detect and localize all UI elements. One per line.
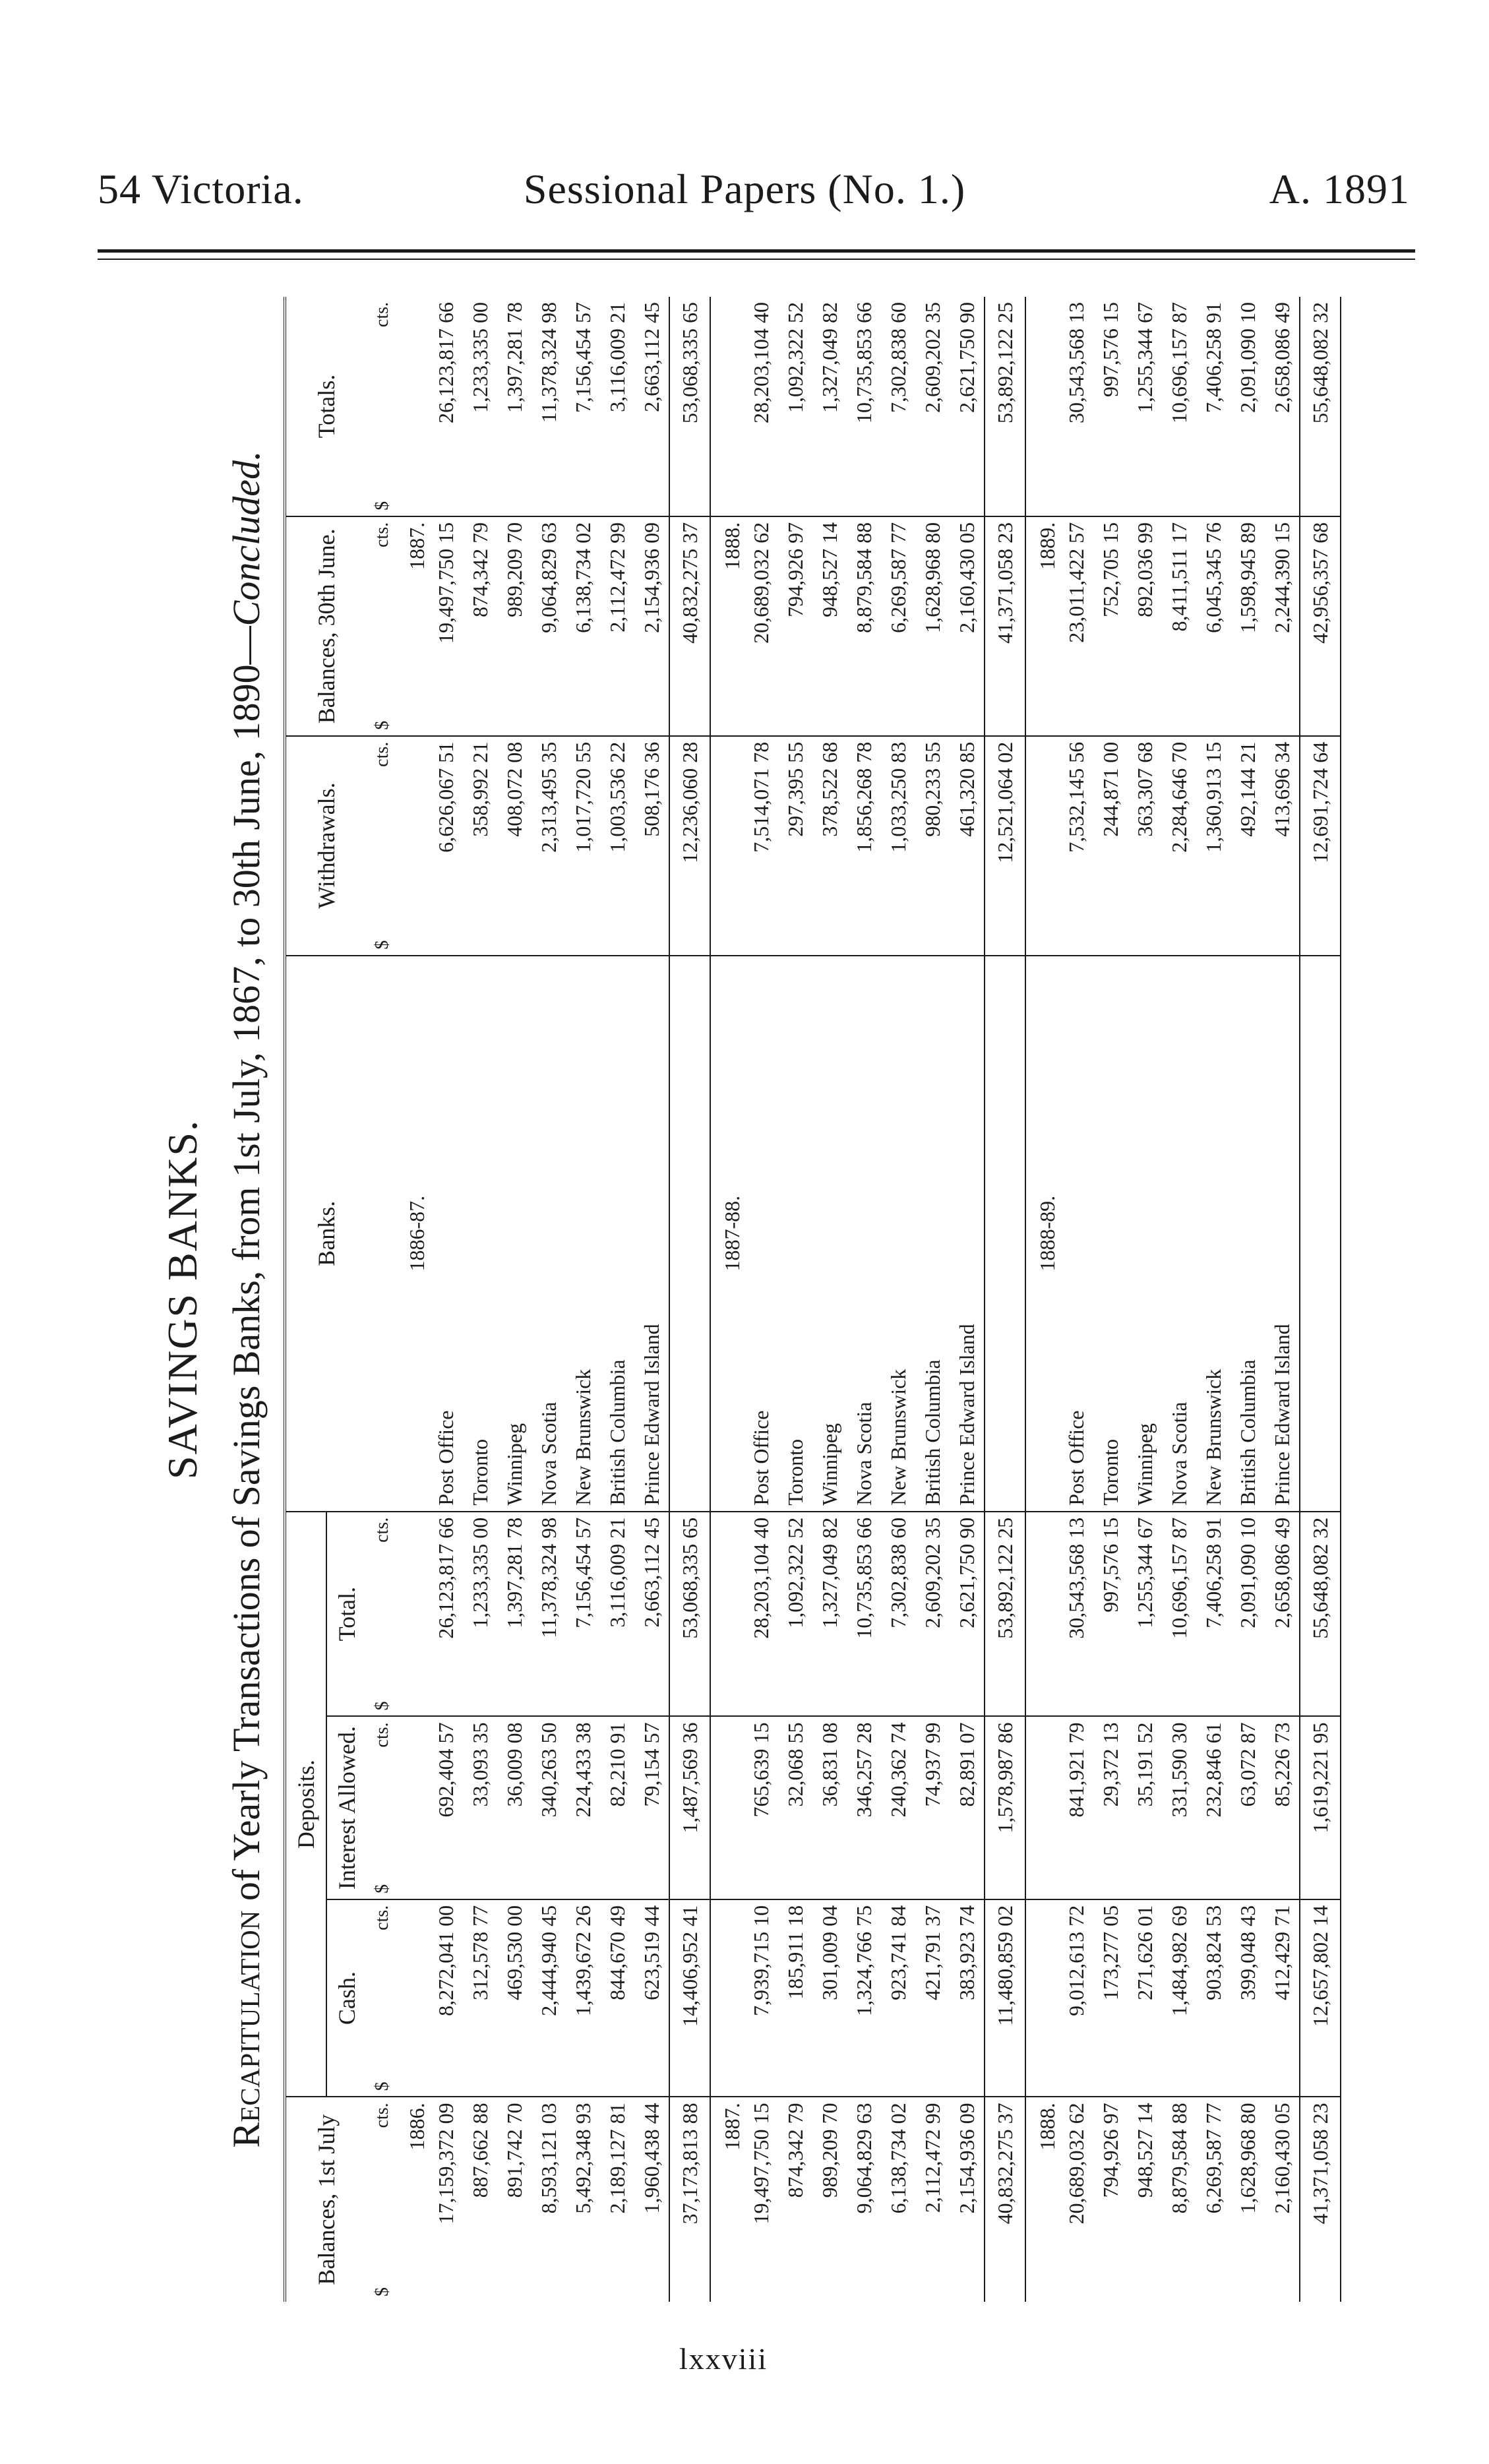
cents-label: cts. [372, 1517, 392, 1543]
table-cell: 20,689,032 62 [1064, 2103, 1088, 2225]
bank-name: Winnipeg [1128, 956, 1162, 1512]
table-cell: 903,824 53 [1196, 1899, 1231, 2097]
empty-cell [710, 297, 744, 516]
table-cell: 2,112,472 99 [921, 2103, 944, 2213]
empty-cell [1025, 736, 1059, 956]
bank-name: Nova Scotia [532, 956, 566, 1512]
bank-name: British Columbia [915, 956, 950, 1512]
table-cell: 2,663,112 45 [634, 297, 669, 516]
table-row [1128, 297, 1162, 2302]
table-cell: 887,662 88 [468, 2103, 492, 2198]
table-cell: 1,327,049 82 [812, 1512, 847, 1717]
table-cell: 10,735,853 66 [847, 297, 881, 516]
table-cell: 6,269,587 77 [1201, 2103, 1225, 2214]
empty-cell [1025, 297, 1059, 516]
open-year: 1886. [405, 2103, 429, 2151]
bank-name: Post Office [744, 956, 778, 1512]
table-cell: 82,891 07 [950, 1716, 985, 1899]
table-row [744, 297, 778, 2302]
table-cell: 29,372 13 [1093, 1716, 1128, 1899]
subtitle-prefix: Recapitulation [225, 1910, 268, 2148]
col-banks: Banks. [285, 956, 367, 1512]
table-cell: 1,439,672 26 [566, 1899, 600, 2097]
table-cell: 358,992 21 [463, 736, 497, 956]
table-cell: 26,123,817 66 [429, 297, 463, 516]
header-left: 54 Victoria. [98, 166, 304, 212]
table-cell: 33,093 35 [463, 1716, 497, 1899]
total-cell: 40,832,275 37 [985, 2097, 1025, 2302]
table-cell: 301,009 04 [812, 1899, 847, 2097]
table-cell: 28,203,104 40 [744, 1512, 778, 1717]
table-cell: 2,658,086 49 [1265, 1512, 1300, 1717]
table-cell: 1,092,322 52 [778, 1512, 812, 1717]
table-cell: 6,045,345 76 [1196, 516, 1231, 736]
table-cell: 1,360,913 15 [1196, 736, 1231, 956]
close-year: 1887. [396, 516, 429, 736]
unit-cell-banks [367, 956, 396, 1512]
table-cell: 948,527 14 [812, 516, 847, 736]
table-cell: 1,255,344 67 [1128, 1512, 1162, 1717]
total-cell: 42,956,357 68 [1300, 516, 1341, 736]
table-cell: 82,210 91 [600, 1716, 634, 1899]
empty-cell [1300, 956, 1341, 1512]
bank-name: British Columbia [600, 956, 634, 1512]
table-cell: 989,209 70 [818, 2103, 841, 2198]
table-cell: 1,017,720 55 [566, 736, 600, 956]
table-cell: 1,092,322 52 [778, 297, 812, 516]
table-cell: 8,593,121 03 [537, 2103, 561, 2214]
table-row [634, 297, 669, 2302]
total-cell: 1,578,987 86 [985, 1716, 1025, 1899]
table-row [1093, 297, 1128, 2302]
table-cell: 891,742 70 [502, 2103, 526, 2198]
table-cell: 623,519 44 [634, 1899, 669, 2097]
table-cell: 5,492,348 93 [571, 2103, 595, 2214]
table-cell: 173,277 05 [1093, 1899, 1128, 2097]
table-cell: 1,598,945 89 [1231, 516, 1265, 736]
col-cash: Cash. [326, 1899, 367, 2097]
table-cell: 2,189,127 81 [605, 2103, 629, 2214]
total-cell: 53,892,122 25 [985, 1512, 1025, 1717]
table-row [1162, 297, 1196, 2302]
bank-name: Prince Edward Island [1265, 956, 1300, 1512]
total-cell: 1,487,569 36 [669, 1716, 710, 1899]
table-cell: 1,324,766 75 [847, 1899, 881, 2097]
table-row [812, 297, 847, 2302]
table-cell: 461,320 85 [950, 736, 985, 956]
table-cell: 2,444,940 45 [532, 1899, 566, 2097]
table-cell: 841,921 79 [1059, 1716, 1093, 1899]
bank-name: Winnipeg [497, 956, 532, 1512]
table-cell: 6,138,734 02 [566, 516, 600, 736]
table-cell: 7,406,258 91 [1196, 1512, 1231, 1717]
table-cell: 7,156,454 57 [566, 1512, 600, 1717]
table-cell: 331,590 30 [1162, 1716, 1196, 1899]
subtitle-suffix: Concluded. [225, 450, 268, 627]
table-cell: 2,609,202 35 [915, 297, 950, 516]
table-cell: 1,960,438 44 [640, 2103, 663, 2214]
table-row [566, 297, 600, 2302]
total-row [985, 297, 1025, 2302]
table-cell: 874,342 79 [463, 516, 497, 736]
table-cell: 1,233,335 00 [463, 1512, 497, 1717]
total-cell: 12,236,060 28 [669, 736, 710, 956]
empty-cell [669, 956, 710, 1512]
table-cell: 752,705 15 [1093, 516, 1128, 736]
cents-label: cts. [372, 1722, 392, 1748]
empty-cell [710, 1899, 744, 2097]
empty-cell [396, 1716, 429, 1899]
unit-cell [367, 297, 396, 516]
table-body [396, 297, 1341, 2302]
table-cell: 8,879,584 88 [1167, 2103, 1191, 2214]
table-cell: 408,072 08 [497, 736, 532, 956]
table-row [778, 297, 812, 2302]
open-year: 1888. [1035, 2103, 1059, 2151]
dollar-sign: $ [372, 501, 392, 510]
total-cell: 12,521,064 02 [985, 736, 1025, 956]
table-cell: 2,658,086 49 [1265, 297, 1300, 516]
table-cell: 297,395 55 [778, 736, 812, 956]
table-cell: 2,112,472 99 [600, 516, 634, 736]
table-cell: 32,068 55 [778, 1716, 812, 1899]
table-cell: 36,009 08 [497, 1716, 532, 1899]
table-cell: 8,272,041 00 [429, 1899, 463, 2097]
table-cell: 765,639 15 [744, 1716, 778, 1899]
dollar-sign: $ [372, 2081, 392, 2091]
period-label: 1888-89. [1025, 956, 1059, 1512]
table-cell: 8,411,511 17 [1162, 516, 1196, 736]
table-row [881, 297, 915, 2302]
year-row [1025, 297, 1059, 2302]
table-cell: 9,012,613 72 [1059, 1899, 1093, 2097]
bank-name: New Brunswick [566, 956, 600, 1512]
total-cell: 12,691,724 64 [1300, 736, 1341, 956]
unit-cell [367, 1512, 396, 1717]
table-cell: 794,926 97 [778, 516, 812, 736]
table-row [950, 297, 985, 2302]
table-subtitle [224, 297, 268, 2302]
total-cell: 1,619,221 95 [1300, 1716, 1341, 1899]
bank-name: Nova Scotia [847, 956, 881, 1512]
empty-cell [396, 1512, 429, 1717]
bank-name: Toronto [1093, 956, 1128, 1512]
table-cell: 2,313,495 35 [532, 736, 566, 956]
dollar-sign: $ [372, 720, 392, 730]
total-row [1300, 297, 1341, 2302]
table-cell: 19,497,750 15 [429, 516, 463, 736]
table-cell: 271,626 01 [1128, 1899, 1162, 2097]
table-cell: 10,696,157 87 [1162, 1512, 1196, 1717]
table-cell: 2,284,646 70 [1162, 736, 1196, 956]
col-withdrawals: Withdrawals. [285, 736, 367, 956]
table-cell: 1,003,536 22 [600, 736, 634, 956]
cents-label: cts. [372, 741, 392, 767]
table-cell: 7,302,838 60 [881, 297, 915, 516]
table-cell: 1,255,344 67 [1128, 297, 1162, 516]
table-cell: 30,543,568 13 [1059, 1512, 1093, 1717]
bank-name: Post Office [429, 956, 463, 1512]
table-cell: 1,484,982 69 [1162, 1899, 1196, 2097]
empty-cell [710, 1716, 744, 1899]
table-row [600, 297, 634, 2302]
bank-name: British Columbia [1231, 956, 1265, 1512]
table-cell: 35,191 52 [1128, 1716, 1162, 1899]
header-right: A. 1891 [1269, 166, 1410, 212]
bank-name: Toronto [463, 956, 497, 1512]
table-cell: 997,576 15 [1093, 297, 1128, 516]
table-cell: 980,233 55 [915, 736, 950, 956]
table-cell: 492,144 21 [1231, 736, 1265, 956]
table-cell: 378,522 68 [812, 736, 847, 956]
unit-cell [367, 516, 396, 736]
open-year: 1887. [720, 2103, 744, 2151]
cents-label: cts. [372, 2103, 392, 2128]
empty-cell [1025, 1899, 1059, 2097]
table-cell: 224,433 38 [566, 1716, 600, 1899]
table-cell: 6,269,587 77 [881, 516, 915, 736]
total-cell: 53,068,335 65 [669, 1512, 710, 1717]
close-year: 1888. [710, 516, 744, 736]
total-cell: 12,657,802 14 [1300, 1899, 1341, 2097]
table-cell: 346,257 28 [847, 1716, 881, 1899]
table-cell: 2,160,430 05 [1270, 2103, 1294, 2214]
table-cell: 1,327,049 82 [812, 297, 847, 516]
dollar-sign: $ [372, 940, 392, 950]
table-cell: 1,628,968 80 [915, 516, 950, 736]
table-cell: 20,689,032 62 [744, 516, 778, 736]
total-cell: 37,173,813 88 [669, 2097, 710, 2302]
table-cell: 6,138,734 02 [886, 2103, 910, 2214]
unit-cell [367, 2097, 396, 2302]
table-cell: 240,362 74 [881, 1716, 915, 1899]
unit-cell [367, 736, 396, 956]
page-number: lxxviii [679, 2342, 768, 2376]
total-cell: 41,371,058 23 [1300, 2097, 1341, 2302]
empty-cell [710, 1512, 744, 1717]
table-cell: 19,497,750 15 [749, 2103, 773, 2225]
table-cell: 794,926 97 [1099, 2103, 1122, 2198]
unit-cell [367, 1899, 396, 2097]
table-cell: 421,791 37 [915, 1899, 950, 2097]
table-cell: 10,696,157 87 [1162, 297, 1196, 516]
table-cell: 383,923 74 [950, 1899, 985, 2097]
total-cell: 41,371,058 23 [985, 516, 1025, 736]
close-year: 1889. [1025, 516, 1059, 736]
table-cell: 2,621,750 90 [950, 1512, 985, 1717]
total-cell: 40,832,275 37 [669, 516, 710, 736]
period-label: 1887-88. [710, 956, 744, 1512]
total-cell: 11,480,859 02 [985, 1899, 1025, 2097]
table-cell: 469,530 00 [497, 1899, 532, 2097]
table-cell: 874,342 79 [783, 2103, 807, 2198]
table-cell: 2,621,750 90 [950, 297, 985, 516]
table-cell: 2,663,112 45 [634, 1512, 669, 1717]
table-cell: 17,159,372 09 [434, 2103, 458, 2225]
total-cell: 53,892,122 25 [985, 297, 1025, 516]
cents-label: cts. [372, 1905, 392, 1930]
table-cell: 413,696 34 [1265, 736, 1300, 956]
empty-cell [396, 736, 429, 956]
table-cell: 7,302,838 60 [881, 1512, 915, 1717]
table-cell: 9,064,829 63 [852, 2103, 876, 2214]
empty-cell [1025, 1716, 1059, 1899]
bank-name: Winnipeg [812, 956, 847, 1512]
table-cell: 3,116,009 21 [600, 297, 634, 516]
table-cell: 23,011,422 57 [1059, 516, 1093, 736]
table-cell: 6,626,067 51 [429, 736, 463, 956]
table-row [497, 297, 532, 2302]
col-deposits: Deposits. [285, 1512, 326, 2097]
dollar-sign: $ [372, 1884, 392, 1894]
table-row [1265, 297, 1300, 2302]
header-rule-thin [98, 259, 1415, 260]
unit-cell [367, 1716, 396, 1899]
table-cell: 948,527 14 [1133, 2103, 1157, 2198]
table-cell: 63,072 87 [1231, 1716, 1265, 1899]
bank-name: Nova Scotia [1162, 956, 1196, 1512]
table-row [429, 297, 463, 2302]
table-cell: 340,263 50 [532, 1716, 566, 1899]
table-cell: 412,429 71 [1265, 1899, 1300, 2097]
table-cell: 1,397,281 78 [497, 1512, 532, 1717]
cents-label: cts. [372, 522, 392, 547]
table-cell: 185,911 18 [778, 1899, 812, 2097]
table-cell: 28,203,104 40 [744, 297, 778, 516]
table-cell: 312,578 77 [463, 1899, 497, 2097]
table-main-title: SAVINGS BANKS. [159, 1119, 206, 1480]
table-row [1231, 297, 1265, 2302]
subtitle-middle: of Yearly Transactions of Savings Banks, from 1st July, 1867, to 30th June, 1890— [225, 626, 268, 1911]
table-cell: 1,033,250 83 [881, 736, 915, 956]
total-row [669, 297, 710, 2302]
table-cell: 7,156,454 57 [566, 297, 600, 516]
table-cell: 1,628,968 80 [1236, 2103, 1260, 2214]
table-row [463, 297, 497, 2302]
table-cell: 2,160,430 05 [950, 516, 985, 736]
table-cell: 36,831 08 [812, 1716, 847, 1899]
table-cell: 7,939,715 10 [744, 1899, 778, 2097]
table-cell: 3,116,009 21 [600, 1512, 634, 1717]
empty-cell [985, 956, 1025, 1512]
table-cell: 508,176 36 [634, 736, 669, 956]
table-cell: 1,397,281 78 [497, 297, 532, 516]
table-row [532, 297, 566, 2302]
header-rule [98, 249, 1415, 253]
period-label: 1886-87. [396, 956, 429, 1512]
table-cell: 1,856,268 78 [847, 736, 881, 956]
table-cell: 7,406,258 91 [1196, 297, 1231, 516]
total-cell: 53,068,335 65 [669, 297, 710, 516]
table-cell: 85,226 73 [1265, 1716, 1300, 1899]
dollar-sign: $ [372, 2287, 392, 2296]
table-cell: 2,091,090 10 [1231, 1512, 1265, 1717]
table-cell: 26,123,817 66 [429, 1512, 463, 1717]
table-cell: 923,741 84 [881, 1899, 915, 2097]
total-cell: 14,406,952 41 [669, 1899, 710, 2097]
empty-cell [396, 297, 429, 516]
table-cell: 10,735,853 66 [847, 1512, 881, 1717]
table-cell: 892,036 99 [1128, 516, 1162, 736]
table-cell: 244,871 00 [1093, 736, 1128, 956]
year-row [710, 297, 744, 2302]
bank-name: Prince Edward Island [950, 956, 985, 1512]
table-cell: 79,154 57 [634, 1716, 669, 1899]
table-cell: 363,307 68 [1128, 736, 1162, 956]
table-cell: 11,378,324 98 [532, 1512, 566, 1717]
empty-cell [396, 1899, 429, 2097]
bank-name: Toronto [778, 956, 812, 1512]
table-cell: 997,576 15 [1093, 1512, 1128, 1717]
year-row [396, 297, 429, 2302]
col-interest-allowed: Interest Allowed. [326, 1716, 367, 1899]
empty-cell [710, 736, 744, 956]
unit-row [367, 297, 396, 2302]
col-balances-30th-june: Balances, 30th June. [285, 516, 367, 736]
table-cell: 9,064,829 63 [532, 516, 566, 736]
col-total: Total. [326, 1512, 367, 1717]
cents-label: cts. [372, 302, 392, 328]
table-cell: 844,670 49 [600, 1899, 634, 2097]
col-totals: Totals. [285, 297, 367, 516]
dollar-sign: $ [372, 1701, 392, 1711]
table-cell: 232,846 61 [1196, 1716, 1231, 1899]
header-center: Sessional Papers (No. 1.) [523, 166, 966, 212]
table-cell: 11,378,324 98 [532, 297, 566, 516]
table-cell: 30,543,568 13 [1059, 297, 1093, 516]
total-cell: 55,648,082 32 [1300, 297, 1341, 516]
bank-name: Post Office [1059, 956, 1093, 1512]
table-cell: 8,879,584 88 [847, 516, 881, 736]
table-row [1196, 297, 1231, 2302]
table-row [915, 297, 950, 2302]
col-balances-1st-july: Balances, 1st July [313, 2114, 340, 2285]
table-cell: 7,532,145 56 [1059, 736, 1093, 956]
bank-name: New Brunswick [881, 956, 915, 1512]
table-cell: 2,244,390 15 [1265, 516, 1300, 736]
table-cell: 7,514,071 78 [744, 736, 778, 956]
table-cell: 2,609,202 35 [915, 1512, 950, 1717]
savings-banks-table [284, 297, 1341, 2302]
table-cell: 2,154,936 09 [634, 516, 669, 736]
empty-cell [1025, 1512, 1059, 1717]
table-cell: 1,233,335 00 [463, 297, 497, 516]
rotated-table-block [152, 297, 1438, 2302]
bank-name: Prince Edward Island [634, 956, 669, 1512]
table-cell: 74,937 99 [915, 1716, 950, 1899]
table-cell: 2,154,936 09 [955, 2103, 979, 2214]
table-cell: 989,209 70 [497, 516, 532, 736]
total-cell: 55,648,082 32 [1300, 1512, 1341, 1717]
table-cell: 399,048 43 [1231, 1899, 1265, 2097]
table-cell: 2,091,090 10 [1231, 297, 1265, 516]
table-cell: 692,404 57 [429, 1716, 463, 1899]
table-row [847, 297, 881, 2302]
table-row [1059, 297, 1093, 2302]
bank-name: New Brunswick [1196, 956, 1231, 1512]
